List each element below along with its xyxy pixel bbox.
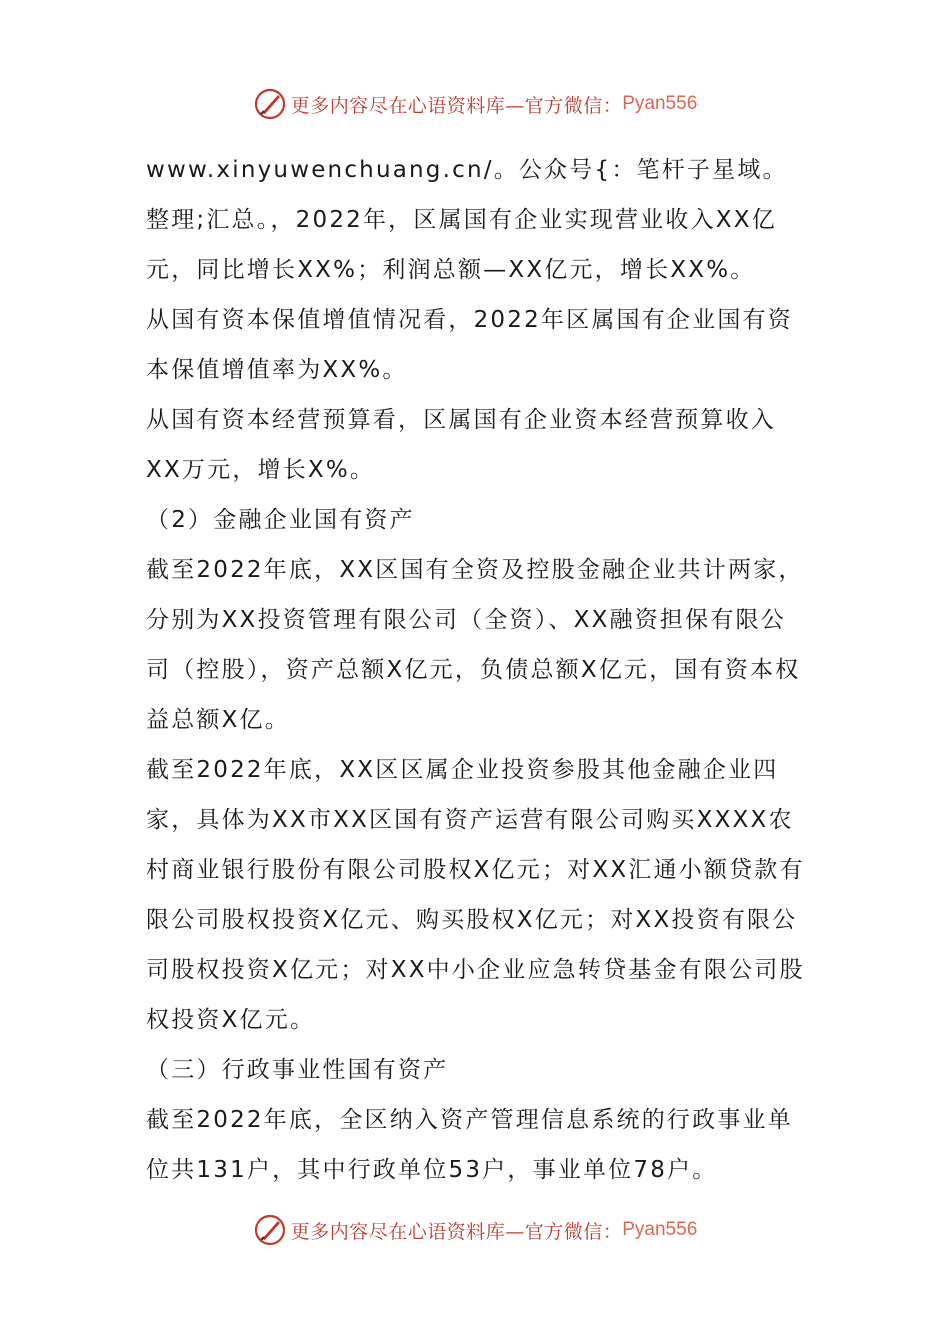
section-heading: （2）金融企业国有资产: [146, 507, 415, 533]
paragraph: 从国有资本经营预算看，区属国有企业资本经营预算收入XX万元，增长X%。: [146, 407, 776, 483]
section-heading: （三）行政事业性国有资产: [146, 1057, 449, 1083]
footer-watermark-banner: [0, 1210, 950, 1250]
document-body: [146, 145, 810, 1195]
paragraph: 截至2022年底，XX区国有全资及控股金融企业共计两家，分别为XX投资管理有限公司（全资）、XX融资担保有限公司（控股），资产总额X亿元，负债总额X亿元，国有资本权益总额X亿。: [146, 557, 804, 733]
paragraph: www.xinyuwenchuang.cn/。公众号{：笔杆子星域。整理;汇总。，2022年，区属国有企业实现营业收入XX亿元，同比增长XX%；利润总额—XX亿元，增长XX%。: [146, 157, 788, 283]
banner-wechat-id: Pyan556: [622, 1219, 698, 1240]
banner-text: 更多内容尽在心语资料库—官方微信：: [290, 1220, 623, 1243]
quill-logo-icon: [253, 1213, 287, 1247]
quill-logo-icon: [253, 87, 287, 121]
banner-text: 更多内容尽在心语资料库—官方微信：: [290, 94, 623, 117]
paragraph: 截至2022年底，全区纳入资产管理信息系统的行政事业单位共131户，其中行政单位53户，事业单位78户。: [146, 1107, 793, 1183]
header-watermark-banner: [0, 84, 950, 124]
banner-wechat-id: Pyan556: [622, 93, 698, 114]
paragraph: 从国有资本保值增值情况看，2022年区属国有企业国有资本保值增值率为XX%。: [146, 307, 793, 383]
paragraph: 截至2022年底，XX区区属企业投资参股其他金融企业四家，具体为XX市XX区国有资产运营有限公司购买XXXX农村商业银行股份有限公司股权X亿元；对XX汇通小额贷款有限公司股权投资X亿元、购买股权X亿元；对XX投资有限公司股权投资X亿元；对XX中小企业应急转贷基金有限公司股权投资X亿元。: [146, 757, 805, 1033]
